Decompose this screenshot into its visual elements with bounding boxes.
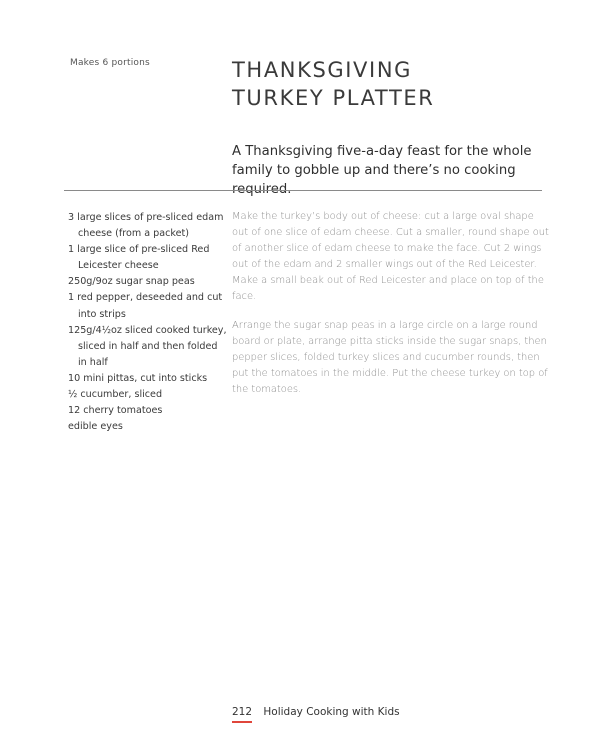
page-number [232,706,252,718]
page-footer [232,706,400,718]
ingredient-item: edible eyes [68,421,123,433]
recipe-title-line-1: THANKSGIVING [232,58,413,82]
ingredient-item: ½ cucumber, sliced [68,389,163,401]
ingredient-item: 12 cherry tomatoes [68,405,163,417]
recipe-title-line-2: TURKEY PLATTER [232,86,435,110]
method-step: Make the turkey’s body out of cheese: cut a large oval shape out of one slice of edam cheese. Cut a smaller, round shape out of another slice of edam cheese to make the face. Cut 2 wings out of the edam and 2 smaller wings out of the Red Leicester. Make a small beak out of Red Leicester and place on top of the face. [232,211,549,303]
ingredient-item: 3 large slices of pre-sliced edam cheese (from a packet) [68,212,224,240]
ingredient-item: 10 mini pittas, cut into sticks [68,372,208,384]
recipe-intro: A Thanksgiving five-a-day feast for the whole family to gobble up and there’s no cooking required. [232,144,532,197]
book-title: Holiday Cooking with Kids [263,706,400,718]
page-number-underline [232,721,252,723]
recipe-title [232,56,562,112]
method-step: Arrange the sugar snap peas in a large circle on a large round board or plate, arrange pitta sticks inside the sugar snaps, then pepper slices, folded turkey slices and cucumber rounds, then put the tomatoes in the middle. Put the cheese turkey on top of the tomatoes. [232,319,548,395]
ingredient-item: 1 large slice of pre-sliced Red Leicester cheese [68,244,210,272]
page-number-text: 212 [232,706,253,718]
ingredient-item: 250g/9oz sugar snap peas [68,276,195,288]
ingredients-list [68,210,228,435]
method-section [232,209,552,410]
section-divider [64,190,542,191]
portions-label: Makes 6 portions [70,58,150,68]
ingredient-item: 125g/4½oz sliced cooked turkey, sliced in half and then folded in half [68,324,227,368]
ingredient-item: 1 red pepper, deseeded and cut into strips [68,292,223,320]
